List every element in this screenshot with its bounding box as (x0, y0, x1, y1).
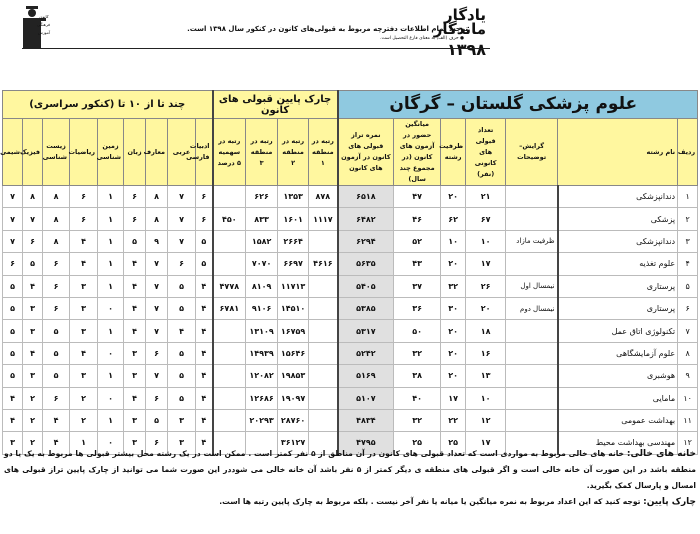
table-cell: ۷۰۷۰ (246, 253, 278, 275)
table-cell: ۶۷ (466, 208, 506, 230)
table-cell: ۴ (43, 432, 70, 454)
program-note (506, 365, 558, 387)
table-cell (309, 409, 338, 431)
table-cell: ۵ (3, 320, 23, 342)
program-note (506, 409, 558, 431)
table-cell: ۳ (23, 297, 43, 319)
table-cell: ۸ (678, 342, 698, 364)
table-cell: ۱۲۰۸۲ (246, 365, 278, 387)
table-cell: ۱۴۹۳۹ (246, 342, 278, 364)
subjects-group-title: چند تا از ۱۰ تا (کنکور سراسری) (3, 91, 213, 119)
table-cell: ۶۷۸۱ (213, 297, 246, 319)
table-row (3, 208, 698, 230)
table-cell: ۰ (98, 342, 124, 364)
program-name: بهداشت عمومی (558, 409, 678, 431)
program-name: پزشکی (558, 208, 678, 230)
table-cell: ۵ (168, 275, 196, 297)
program-name: تکنولوژی اتاق عمل (558, 320, 678, 342)
table-cell: ۳ (124, 365, 146, 387)
table-cell: ۲۲ (441, 409, 466, 431)
table-cell: ۸۷۸ (309, 186, 338, 208)
quartile-label: چارک پایین: (643, 497, 696, 507)
table-cell: ۳۶ (394, 297, 441, 319)
table-cell: ۴ (678, 253, 698, 275)
table-cell (213, 320, 246, 342)
table-cell: ۱۱۷۱۳ (278, 275, 309, 297)
table-cell: ۳ (124, 342, 146, 364)
table-row (3, 342, 698, 364)
program-note: نیمسال اول (506, 275, 558, 297)
table-cell: ۶ (43, 297, 70, 319)
table-cell: ۶ (168, 253, 196, 275)
table-cell: ۱ (98, 208, 124, 230)
table-cell: ۳ (168, 432, 196, 454)
table-cell: ۷ (168, 208, 196, 230)
table-cell: ۳۸ (394, 365, 441, 387)
table-cell: ۲ (678, 208, 698, 230)
column-header: شیمی (3, 119, 23, 186)
table-cell: ۹ (146, 230, 168, 252)
program-name: هوشبری (558, 365, 678, 387)
table-cell: ۱۰ (466, 387, 506, 409)
table-cell: ۰ (98, 432, 124, 454)
table-cell: ۸ (43, 186, 70, 208)
column-header: زیست شناسی (43, 119, 70, 186)
column-header: گرایش–توضیحات (506, 119, 558, 186)
table-cell: ۵ (43, 320, 70, 342)
score-cell: ۶۲۹۴ (338, 230, 394, 252)
table-cell: ۲۱ (466, 186, 506, 208)
table-cell: ۹۱۰۶ (246, 297, 278, 319)
table-cell: ۴ (3, 409, 23, 431)
table-cell: ۴۶ (394, 208, 441, 230)
score-cell: ۴۸۳۴ (338, 409, 394, 431)
empty-cells-label: خانه های خالی: (626, 449, 696, 459)
table-cell: ۴۷۷۸ (213, 275, 246, 297)
table-cell (309, 297, 338, 319)
table-cell: ۷ (146, 297, 168, 319)
column-header: میانگین حضور در آزمون های کانون (در مجموع چند سال) (394, 119, 441, 186)
program-name: دندانپزشکی (558, 230, 678, 252)
table-cell: ۵ (43, 342, 70, 364)
table-cell: ۳ (3, 432, 23, 454)
column-header: زمین شناسی (98, 119, 124, 186)
table-cell: ۲۶ (466, 275, 506, 297)
program-name: پرستاری (558, 275, 678, 297)
table-cell: ۲ (70, 387, 98, 409)
table-cell: ۱۶ (466, 342, 506, 364)
table-cell: ۴۳ (394, 253, 441, 275)
table-cell (213, 365, 246, 387)
table-cell: ۴ (196, 409, 213, 431)
table-cell: ۴۶۱۶ (309, 253, 338, 275)
table-cell: ۴ (3, 387, 23, 409)
table-cell: ۶ (23, 230, 43, 252)
table-cell: ۴ (196, 342, 213, 364)
table-cell: ۴ (124, 253, 146, 275)
table-cell: ۴ (124, 275, 146, 297)
table-cell: ۴۷ (394, 186, 441, 208)
table-cell (309, 230, 338, 252)
column-header: ظرفیت رشته (441, 119, 466, 186)
table-cell: ۲۶۶۴ (278, 230, 309, 252)
table-cell: ۶ (124, 208, 146, 230)
table-cell: ۶ (70, 208, 98, 230)
table-cell: ۲۰ (441, 320, 466, 342)
program-name: علوم تغذیه (558, 253, 678, 275)
score-cell: ۵۱۶۹ (338, 365, 394, 387)
table-cell: ۳۲ (441, 275, 466, 297)
table-cell: ۱۰ (466, 230, 506, 252)
table-cell: ۵ (168, 297, 196, 319)
program-name: دندانپزشکی (558, 186, 678, 208)
table-cell: ۷ (146, 275, 168, 297)
table-row (3, 253, 698, 275)
table-cell: ۳۷ (394, 275, 441, 297)
table-cell: ۵ (146, 409, 168, 431)
table-cell: ۱ (98, 253, 124, 275)
table-cell (213, 342, 246, 364)
table-cell: ۴ (70, 230, 98, 252)
table-cell (213, 387, 246, 409)
table-cell: ۶ (146, 342, 168, 364)
table-cell: ۲ (23, 409, 43, 431)
table-cell: ۶ (196, 208, 213, 230)
column-header: رتبه در سهمیه ۵ درصد (213, 119, 246, 186)
header-note: توجه: تمام اطلاعات دفترچه مربوط به قبولی‌های کانون در کنکور سال ۱۳۹۸ است. (187, 25, 468, 33)
table-cell: ۱۳۵۳ (278, 186, 309, 208)
program-name: مامایی (558, 387, 678, 409)
table-cell: ۱ (98, 409, 124, 431)
brand-logo-text: یادگار ماندگار (433, 6, 486, 38)
table-cell: ۷ (146, 253, 168, 275)
table-cell: ۵ (124, 230, 146, 252)
header-subnote: ● حرف (الف) به معنای فارغ التحصیل است. (380, 36, 464, 41)
table-cell: ۴ (23, 342, 43, 364)
table-cell: ۱۰ (441, 230, 466, 252)
table-cell: ۷ (3, 208, 23, 230)
table-cell: ۵ (3, 342, 23, 364)
column-header: نام رشته (558, 119, 678, 186)
table-cell: ۶ (146, 432, 168, 454)
table-cell: ۱۵۸۲ (246, 230, 278, 252)
column-header: رتبه در منطقه ۳ (246, 119, 278, 186)
table-cell (213, 230, 246, 252)
table-cell: ۵ (23, 253, 43, 275)
table-cell: ۱ (70, 432, 98, 454)
table-cell: ۳ (23, 365, 43, 387)
column-header: معارف (146, 119, 168, 186)
table-cell: ۶ (124, 186, 146, 208)
score-cell: ۵۳۸۵ (338, 297, 394, 319)
table-cell: ۱۵۶۴۶ (278, 342, 309, 364)
table-cell: ۶۲۶ (246, 186, 278, 208)
table-cell: ۳۰ (441, 297, 466, 319)
table-cell: ۳۶۱۲۷ (278, 432, 309, 454)
score-cell: ۶۴۸۲ (338, 208, 394, 230)
table-cell: ۱۴۵۱۰ (278, 297, 309, 319)
table-cell: ۴ (196, 387, 213, 409)
column-header: تعداد قبولی های کانونی (نفر) (466, 119, 506, 186)
table-cell: ۵ (168, 365, 196, 387)
admissions-table (2, 90, 698, 455)
table-cell: ۶۶۹۷ (278, 253, 309, 275)
table-cell (309, 387, 338, 409)
table-cell: ۴ (196, 275, 213, 297)
table-cell: ۳ (70, 365, 98, 387)
table-cell: ۱۲ (678, 432, 698, 454)
program-note: ظرفیت مازاد (506, 230, 558, 252)
table-cell: ۵۰ (394, 320, 441, 342)
rank-group-title: چارک پایین قبولی های کانون (213, 91, 338, 119)
table-cell: ۹ (678, 365, 698, 387)
table-cell: ۵ (168, 387, 196, 409)
table-cell: ۴ (43, 409, 70, 431)
program-note (506, 320, 558, 342)
table-cell: ۶۲ (441, 208, 466, 230)
program-name: پرستاری (558, 297, 678, 319)
table-cell: ۲۰۲۹۳ (246, 409, 278, 431)
table-cell: ۱۹۰۹۷ (278, 387, 309, 409)
table-cell: ۴ (124, 320, 146, 342)
table-cell: ۶ (3, 253, 23, 275)
table-cell: ۴ (196, 320, 213, 342)
table-cell: ۰ (98, 387, 124, 409)
table-row (3, 186, 698, 208)
table-cell: ۵ (3, 275, 23, 297)
footer-notes (4, 446, 696, 510)
table-cell: ۶ (70, 186, 98, 208)
table-cell: ۷ (146, 320, 168, 342)
table-cell: ۱۰ (678, 387, 698, 409)
table-cell: ۵ (168, 342, 196, 364)
program-name: علوم آزمایشگاهی (558, 342, 678, 364)
table-row (3, 297, 698, 319)
table-cell: ۱۶۷۵۹ (278, 320, 309, 342)
program-note (506, 387, 558, 409)
table-cell: ۲۵ (441, 432, 466, 454)
table-cell: ۶ (146, 387, 168, 409)
table-cell: ۷ (3, 230, 23, 252)
program-note (506, 342, 558, 364)
table-cell: ۱ (98, 230, 124, 252)
table-cell: ۸ (43, 230, 70, 252)
table-cell: ۲۰ (441, 186, 466, 208)
column-header: ریاضیات (70, 119, 98, 186)
table-cell: ۵۲ (394, 230, 441, 252)
table-cell: ۷ (168, 186, 196, 208)
table-cell: ۲۰ (441, 365, 466, 387)
table-cell: ۱۲ (466, 409, 506, 431)
table-cell: ۸ (23, 186, 43, 208)
program-note (506, 186, 558, 208)
table-cell: ۵ (196, 253, 213, 275)
table-cell: ۸ (43, 208, 70, 230)
table-cell: ۵ (3, 365, 23, 387)
score-cell: ۶۵۱۸ (338, 186, 394, 208)
score-cell: ۵۶۳۵ (338, 253, 394, 275)
table-cell: ۳ (124, 409, 146, 431)
table-cell: ۶ (196, 186, 213, 208)
university-title: علوم پزشکی گلستان – گرگان (338, 91, 698, 119)
table-cell: ۸ (146, 186, 168, 208)
table-cell (213, 186, 246, 208)
score-cell: ۵۴۰۵ (338, 275, 394, 297)
table-cell: ۱ (98, 320, 124, 342)
program-note (506, 208, 558, 230)
table-cell: ۸ (146, 208, 168, 230)
table-cell: ۲ (70, 409, 98, 431)
table-cell (309, 342, 338, 364)
table-cell: ۴ (70, 253, 98, 275)
table-cell: ۱ (98, 186, 124, 208)
score-cell: ۵۲۴۲ (338, 342, 394, 364)
program-name: مهندسی بهداشت محیط (558, 432, 678, 454)
table-cell: ۲ (23, 432, 43, 454)
table-cell: ۱۳۱۰۹ (246, 320, 278, 342)
table-cell: ۳۲ (394, 409, 441, 431)
table-cell (309, 320, 338, 342)
table-cell: ۴ (196, 365, 213, 387)
table-cell: ۱۹۸۵۳ (278, 365, 309, 387)
column-header: عربی (168, 119, 196, 186)
column-header: نمره تراز قبولی های کانون در آزمون های کانون (338, 119, 394, 186)
table-cell: ۴ (168, 320, 196, 342)
program-note: نیمسال دوم (506, 297, 558, 319)
table-cell: ۰ (98, 297, 124, 319)
table-cell: ۴ (196, 432, 213, 454)
table-cell: ۴ (124, 297, 146, 319)
table-cell: ۷ (3, 186, 23, 208)
column-header: ردیف (678, 119, 698, 186)
table-row (3, 387, 698, 409)
table-cell: ۶ (43, 275, 70, 297)
table-cell: ۴ (196, 297, 213, 319)
score-cell: ۵۳۱۷ (338, 320, 394, 342)
table-cell: ۲۰ (466, 297, 506, 319)
table-cell: ۱۳ (466, 365, 506, 387)
table-cell: ۱ (98, 365, 124, 387)
page-header (0, 0, 700, 60)
table-cell: ۷ (23, 208, 43, 230)
column-header: رتبه در منطقه ۲ (278, 119, 309, 186)
table-cell: ۳ (70, 275, 98, 297)
table-cell: ۱۸ (466, 320, 506, 342)
table-cell: ۵ (678, 275, 698, 297)
table-cell: ۱۷ (441, 387, 466, 409)
table-cell: ۱ (98, 275, 124, 297)
program-note (506, 253, 558, 275)
table-cell: ۳ (70, 320, 98, 342)
table-cell: ۳ (124, 432, 146, 454)
table-row (3, 365, 698, 387)
table-cell: ۷ (678, 320, 698, 342)
table-cell: ۵ (3, 297, 23, 319)
table-cell: ۱ (678, 186, 698, 208)
table-cell: ۲۸۷۶۰ (278, 409, 309, 431)
table-cell: ۲۰ (441, 342, 466, 364)
table-cell: ۳ (678, 230, 698, 252)
table-cell (213, 409, 246, 431)
table-cell: ۸۳۳ (246, 208, 278, 230)
table-cell: ۶ (43, 387, 70, 409)
column-header: فیزیک (23, 119, 43, 186)
table-cell (309, 365, 338, 387)
column-header: زبان (124, 119, 146, 186)
table-cell: ۲ (23, 387, 43, 409)
table-cell: ۳۲ (394, 342, 441, 364)
column-header: رتبه در منطقه ۱ (309, 119, 338, 186)
table-cell: ۷ (168, 230, 196, 252)
table-cell: ۴ (23, 275, 43, 297)
table-cell: ۴ (70, 342, 98, 364)
table-cell: ۸۱۰۹ (246, 275, 278, 297)
brand-year: ۱۳۹۸ (446, 40, 486, 59)
header-divider (22, 48, 490, 49)
table-cell: ۵ (43, 365, 70, 387)
table-cell: ۱۱ (678, 409, 698, 431)
table-cell: ۱۱۱۷ (309, 208, 338, 230)
column-header: ادبیات فارسی (196, 119, 213, 186)
table-cell: ۲۰ (441, 253, 466, 275)
table-cell: ۱۲۶۸۶ (246, 387, 278, 409)
table-cell: ۴۵۰ (213, 208, 246, 230)
table-row (3, 409, 698, 431)
logo-text: کانون فرهنگی آموزش (37, 14, 50, 35)
table-cell: ۲۵ (394, 432, 441, 454)
table-cell: ۵ (196, 230, 213, 252)
score-cell: ۴۷۹۵ (338, 432, 394, 454)
table-cell: ۴ (124, 387, 146, 409)
table-cell: ۱۷ (466, 432, 506, 454)
table-cell: ۶ (43, 253, 70, 275)
quartile-text: توجه کنید که این اعداد مربوط به نمره میانگین یا میانه یا نفر آخر نیست . بلکه مربوط به چارک پایین رتبه ها است. (219, 497, 644, 506)
table-cell: ۱۷ (466, 253, 506, 275)
empty-cells-text: خانه های خالی مربوط به مواردی است که تعداد قبولی های کانون در آن مناطق از ۵ نفر کمتر است . ممکن است در یک رشته محل بیشتر قبولی ها مربوط به یک یا دو منطقه باشد در این صورت آن خانه خالی است و اگر قبولی های منطقه ی دیگر کمتر از ۵ نفر باشد آن خانه خالی می شوددر این صورت شما می توانید از چارک پایین تراز قبولی های امسال و پارسال کمک بگیرید. (4, 449, 696, 490)
score-cell: ۵۱۰۷ (338, 387, 394, 409)
table-cell (309, 275, 338, 297)
table-cell: ۳ (168, 409, 196, 431)
table-cell: ۱۶۰۱ (278, 208, 309, 230)
table-cell: ۴۰ (394, 387, 441, 409)
table-cell: ۷ (146, 365, 168, 387)
table-row (3, 275, 698, 297)
table-row (3, 320, 698, 342)
table-cell: ۳ (70, 297, 98, 319)
table-cell: ۳ (23, 320, 43, 342)
table-row (3, 230, 698, 252)
table-cell: ۶ (678, 297, 698, 319)
table-cell (213, 253, 246, 275)
